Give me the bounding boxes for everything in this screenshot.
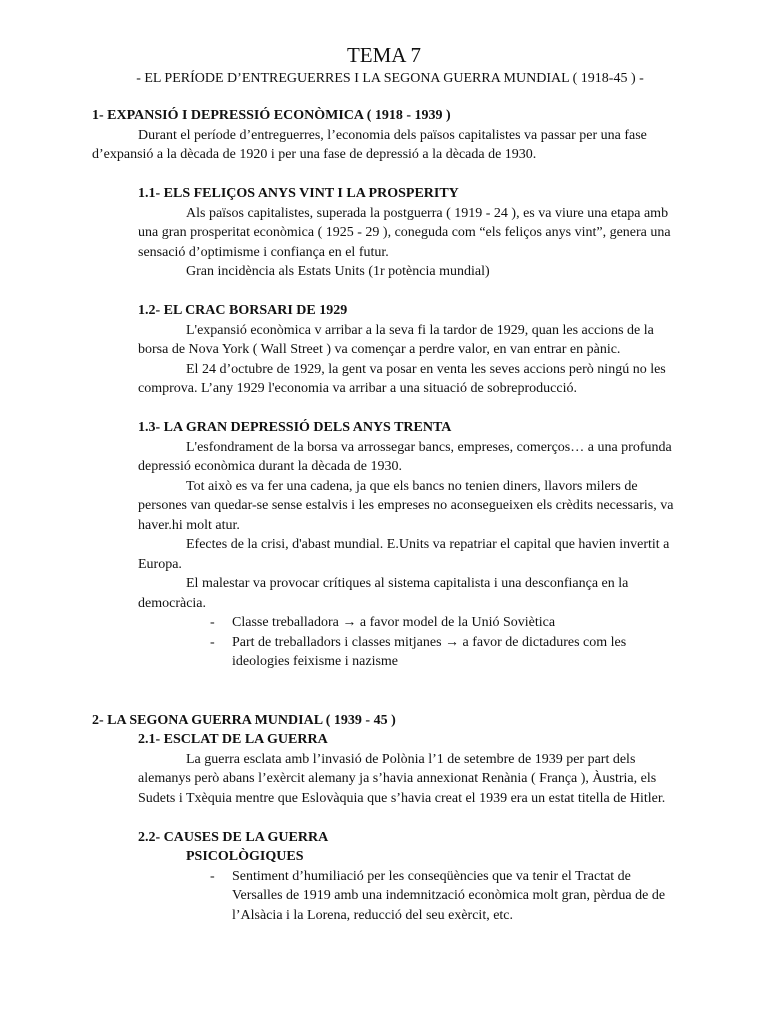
dash-marker: - bbox=[210, 868, 215, 884]
section-1-2-paragraph-1: L'expansió econòmica v arribar a la seva fi la tardor de 1929, quan les accions de la borsa de Nova York ( Wall Street ) va començar a perdre valor, en van entrar en pànic. bbox=[138, 322, 654, 357]
document-subtitle: - EL PERÍODE D’ENTREGUERRES I LA SEGONA GUERRA MUNDIAL ( 1918-45 ) - bbox=[136, 71, 644, 86]
section-1-3-paragraph-4: El malestar va provocar crítiques al sistema capitalista i una desconfiança en la democràcia. bbox=[138, 576, 629, 611]
section-1-paragraph: Durant el període d’entreguerres, l’economia dels països capitalistes va passar per una fase d’expansió a la dècada de 1920 i per una fase de depressió a la dècada de 1930. bbox=[92, 127, 647, 162]
list-item bbox=[92, 867, 682, 926]
list-item-text: Classe treballadora → a favor model de la Unió Soviètica bbox=[232, 615, 556, 630]
section-2-1-heading: 2.1- ESCLAT DE LA GUERRA bbox=[138, 732, 328, 747]
document-title: TEMA 7 bbox=[346, 43, 422, 67]
section-2-heading: 2- LA SEGONA GUERRA MUNDIAL ( 1939 - 45 ) bbox=[92, 712, 396, 728]
section-1-3-paragraph-3: Efectes de la crisi, d'abast mundial. E.Units va repatriar el capital que havien invertit a Europa. bbox=[138, 537, 670, 572]
section-1-1-paragraph-1: Als països capitalistes, superada la postguerra ( 1919 - 24 ), es va viure una etapa amb una gran prosperitat econòmica ( 1925 - 29 ), coneguda com “els feliços anys vint”, genera una sensació d’optimisme i confiança en el futur. bbox=[138, 205, 671, 260]
list-item-text: Part de treballadors i classes mitjanes → a favor de dictadures com les ideologies feixisme i nazisme bbox=[232, 634, 627, 669]
list-item bbox=[92, 613, 682, 633]
section-1-heading: 1- EXPANSIÓ I DEPRESSIÓ ECONÒMICA ( 1918 - 1939 ) bbox=[92, 108, 451, 123]
section-2-2-list bbox=[92, 867, 682, 926]
section-2-1-paragraph: La guerra esclata amb l’invasió de Polònia l’1 de setembre de 1939 per part dels alemanys però abans l’exèrcit alemany ja s’havia annexionat Renània ( França ), Àustria, els Sudets i Txèquia mentre que Eslovàquia que s’havia creat el 1939 era un estat titella de Hitler. bbox=[138, 751, 666, 806]
dash-marker: - bbox=[210, 615, 215, 630]
section-1-3-list bbox=[92, 613, 682, 672]
document-body bbox=[92, 106, 682, 925]
section-1-3-paragraph-2: Tot això es va fer una cadena, ja que els bancs no tenien diners, llavors milers de persones van quedar-se sense estalvis i les empreses no aconsegueixen els crèdits necessaris, va haver.hi molt atur. bbox=[138, 478, 674, 533]
section-2-2-heading: 2.2- CAUSES DE LA GUERRA bbox=[138, 829, 329, 845]
dash-marker: - bbox=[210, 634, 215, 650]
list-item-text: Sentiment d’humiliació per les conseqüències que va tenir el Tractat de Versalles de 1919 amb una indemnització econòmica molt gran, pèrdua de de l’Alsàcia i la Lorena, reducció del seu exèrcit, etc. bbox=[232, 868, 666, 923]
section-2-2-subheading: PSICOLÒGIQUES bbox=[186, 849, 304, 864]
section-1-1-heading: 1.1- ELS FELIÇOS ANYS VINT I LA PROSPERITY bbox=[138, 186, 459, 201]
section-1-1-paragraph-2: Gran incidència als Estats Units (1r potència mundial) bbox=[186, 264, 490, 279]
section-1-3-heading: 1.3- LA GRAN DEPRESSIÓ DELS ANYS TRENTA bbox=[138, 420, 452, 435]
section-1-2-paragraph-2: El 24 d’octubre de 1929, la gent va posar en venta les seves accions però ningú no les comprova. L’any 1929 l'economia va arribar a una situació de sobreproducció. bbox=[138, 361, 666, 396]
section-1-2-heading: 1.2- EL CRAC BORSARI DE 1929 bbox=[138, 303, 348, 318]
list-item bbox=[92, 633, 682, 672]
section-1-3-paragraph-1: L'esfondrament de la borsa va arrossegar bancs, empreses, comerços… a una profunda depressió econòmica durant la dècada de 1930. bbox=[138, 439, 672, 474]
